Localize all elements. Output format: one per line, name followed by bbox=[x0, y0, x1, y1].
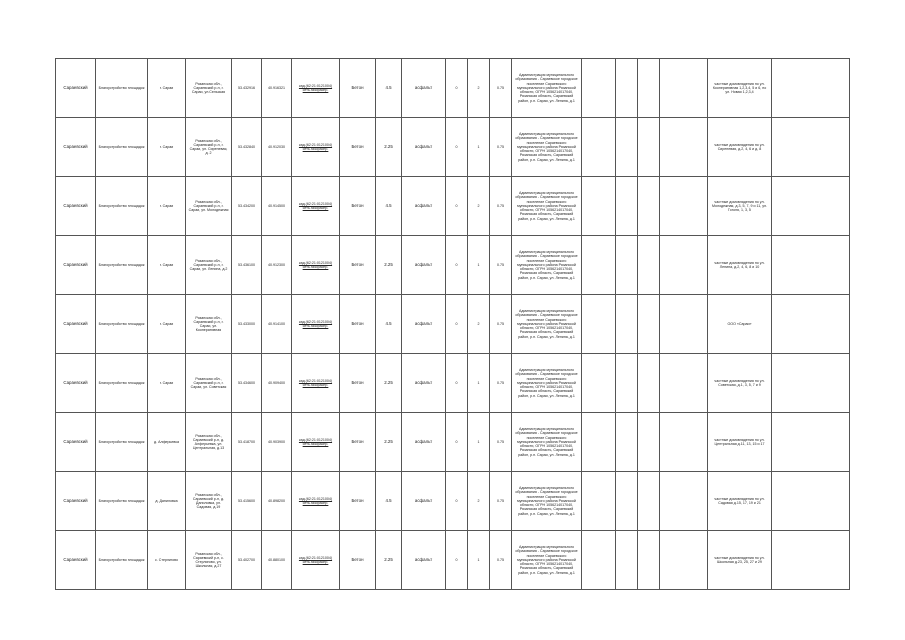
cell-surface: Бетон bbox=[340, 177, 376, 236]
cell-latitude: 53.418700 bbox=[232, 413, 262, 472]
empty-cell bbox=[582, 118, 616, 177]
cell-settlement: г. Сараи bbox=[148, 354, 186, 413]
cell-address: Рязанская обл., Сараевский р-н, г. Сараи, ул. Ленина, д.2 bbox=[186, 236, 232, 295]
cell-latitude: 53.432840 bbox=[232, 118, 262, 177]
cell-cont-b: 2 bbox=[468, 59, 490, 118]
cell-area: 2.25 bbox=[376, 413, 402, 472]
cell-site-type: Благоустройство площадок bbox=[96, 177, 148, 236]
cell-served-objects: частные домовладения по ул. Садовая д.15, 17, 19 и 21 bbox=[708, 472, 772, 531]
cell-owner: Администрация муниципального образования - Сараевское городское поселение Сараевского муниципального района Рязанской области, ОГРН 1056214017040, Рязанская область, Сараевский район, р.п. Сараи, ул. Ленина, д.1 bbox=[512, 118, 582, 177]
cell-address: Рязанская обл., Сараевский р-н, г. Сараи, ул. Сиреневая, д. 2 bbox=[186, 118, 232, 177]
cell-site-type: Благоустройство площадок bbox=[96, 413, 148, 472]
empty-cell bbox=[616, 531, 638, 590]
cadastral-link[interactable]: кад.(62:21:0121004) сеть.газораспр. bbox=[298, 201, 333, 210]
cell-volume: 0.75 bbox=[490, 177, 512, 236]
empty-cell bbox=[660, 295, 708, 354]
cell-cont-a: 0 bbox=[446, 472, 468, 531]
cell-owner: Администрация муниципального образования - Сараевское городское поселение Сараевского муниципального района Рязанской области, ОГРН 1056214017040, Рязанская область, Сараевский район, р.п. Сараи, ул. Ленина, д.1 bbox=[512, 531, 582, 590]
empty-cell bbox=[616, 59, 638, 118]
cell-cadastral-link bbox=[292, 59, 340, 118]
cell-longitude: 40.912030 bbox=[262, 118, 292, 177]
cell-volume: 0.75 bbox=[490, 295, 512, 354]
cell-volume: 0.75 bbox=[490, 59, 512, 118]
cell-settlement: с. Стерлигово bbox=[148, 531, 186, 590]
cell-address: Рязанская обл., Сараевский р-н, г. Сараи, ул. Кооперативная bbox=[186, 295, 232, 354]
empty-cell bbox=[616, 236, 638, 295]
cell-surface: Бетон bbox=[340, 295, 376, 354]
table-row bbox=[56, 177, 850, 236]
cell-base: асфальт bbox=[402, 59, 446, 118]
empty-cell bbox=[772, 236, 850, 295]
cell-district: Сараевский bbox=[56, 295, 96, 354]
cell-area: 4.5 bbox=[376, 295, 402, 354]
cell-cadastral-link bbox=[292, 472, 340, 531]
cell-district: Сараевский bbox=[56, 177, 96, 236]
cell-area: 2.25 bbox=[376, 531, 402, 590]
empty-cell bbox=[660, 59, 708, 118]
cell-district: Сараевский bbox=[56, 354, 96, 413]
cell-longitude: 40.880100 bbox=[262, 531, 292, 590]
cell-cont-b: 2 bbox=[468, 177, 490, 236]
cell-longitude: 40.916321 bbox=[262, 59, 292, 118]
cell-settlement: д. Алферьевка bbox=[148, 413, 186, 472]
cell-base: асфальт bbox=[402, 295, 446, 354]
cell-cont-b: 1 bbox=[468, 354, 490, 413]
empty-cell bbox=[660, 177, 708, 236]
cell-served-objects: частные домовладения по ул. Советская, д.1, 3, 5, 7 и 9 bbox=[708, 354, 772, 413]
cadastral-link[interactable]: кад.(62:21:0121004) сеть.газораспр. bbox=[298, 142, 333, 151]
empty-cell bbox=[582, 472, 616, 531]
cell-cadastral-link bbox=[292, 177, 340, 236]
empty-cell bbox=[660, 236, 708, 295]
cell-cont-b: 1 bbox=[468, 413, 490, 472]
cadastral-link[interactable]: кад.(62:21:0121004) сеть.газораспр. bbox=[298, 496, 333, 505]
cell-base: асфальт bbox=[402, 531, 446, 590]
cell-longitude: 40.912300 bbox=[262, 236, 292, 295]
cell-surface: Бетон bbox=[340, 531, 376, 590]
cell-volume: 0.75 bbox=[490, 236, 512, 295]
cell-longitude: 40.914500 bbox=[262, 177, 292, 236]
empty-cell bbox=[616, 118, 638, 177]
cell-area: 2.25 bbox=[376, 354, 402, 413]
cell-cont-b: 2 bbox=[468, 295, 490, 354]
empty-cell bbox=[616, 177, 638, 236]
cell-site-type: Благоустройство площадок bbox=[96, 59, 148, 118]
cell-area: 2.25 bbox=[376, 118, 402, 177]
cell-latitude: 53.433000 bbox=[232, 295, 262, 354]
cell-volume: 0.75 bbox=[490, 118, 512, 177]
cell-owner: Администрация муниципального образования - Сараевское городское поселение Сараевского муниципального района Рязанской области, ОГРН 1056214017040, Рязанская область, Сараевский район, р.п. Сараи, ул. Ленина, д.1 bbox=[512, 295, 582, 354]
cell-settlement: д. Даниловка bbox=[148, 472, 186, 531]
cell-base: асфальт bbox=[402, 118, 446, 177]
empty-cell bbox=[638, 118, 660, 177]
empty-cell bbox=[772, 118, 850, 177]
cell-base: асфальт bbox=[402, 177, 446, 236]
cell-cont-a: 0 bbox=[446, 531, 468, 590]
empty-cell bbox=[660, 413, 708, 472]
cell-site-type: Благоустройство площадок bbox=[96, 295, 148, 354]
cell-served-objects: частные домовладения по ул. Кооперативная 1,2,3,4, 5 и 6, по ул. Новая 1,2,3,4 bbox=[708, 59, 772, 118]
empty-cell bbox=[582, 236, 616, 295]
cell-site-type: Благоустройство площадок bbox=[96, 118, 148, 177]
cell-served-objects: частные домовладения по ул. Ленина, д.2, 4, 6, 8 и 10 bbox=[708, 236, 772, 295]
cell-surface: Бетон bbox=[340, 59, 376, 118]
cell-surface: Бетон bbox=[340, 413, 376, 472]
table-row bbox=[56, 354, 850, 413]
empty-cell bbox=[616, 413, 638, 472]
cadastral-link[interactable]: кад.(62:21:0121004) сеть.газораспр. bbox=[298, 555, 333, 564]
empty-cell bbox=[616, 472, 638, 531]
cell-area: 4.5 bbox=[376, 59, 402, 118]
cell-served-objects: ООО «Сараи» bbox=[708, 295, 772, 354]
cell-cont-a: 0 bbox=[446, 354, 468, 413]
cell-served-objects: частные домовладения по ул. Центральная д.11, 13, 15 и 17 bbox=[708, 413, 772, 472]
cell-surface: Бетон bbox=[340, 472, 376, 531]
empty-cell bbox=[660, 118, 708, 177]
cell-area: 4.5 bbox=[376, 472, 402, 531]
cell-cadastral-link bbox=[292, 118, 340, 177]
empty-cell bbox=[638, 177, 660, 236]
empty-cell bbox=[582, 59, 616, 118]
cell-cont-a: 0 bbox=[446, 236, 468, 295]
empty-cell bbox=[638, 472, 660, 531]
cell-address: Рязанская обл., Сараевский р-н, д. Алферьевка, ул. Центральная, д.13 bbox=[186, 413, 232, 472]
empty-cell bbox=[638, 531, 660, 590]
cell-cont-a: 0 bbox=[446, 177, 468, 236]
cell-site-type: Благоустройство площадок bbox=[96, 236, 148, 295]
cell-latitude: 53.436100 bbox=[232, 236, 262, 295]
cell-cont-b: 1 bbox=[468, 236, 490, 295]
cell-cadastral-link bbox=[292, 531, 340, 590]
cadastral-link[interactable]: кад.(62:21:0121004) сеть.газораспр. bbox=[298, 378, 333, 387]
empty-cell bbox=[638, 354, 660, 413]
cell-district: Сараевский bbox=[56, 472, 96, 531]
cell-owner: Администрация муниципального образования - Сараевское городское поселение Сараевского муниципального района Рязанской области, ОГРН 1056214017040, Рязанская область, Сараевский район, р.п. Сараи, ул. Ленина, д.1 bbox=[512, 472, 582, 531]
cell-cont-b: 2 bbox=[468, 472, 490, 531]
cell-owner: Администрация муниципального образования - Сараевское городское поселение Сараевского муниципального района Рязанской области, ОГРН 1056214017040, Рязанская область, Сараевский район, р.п. Сараи, ул. Ленина, д.1 bbox=[512, 413, 582, 472]
cell-surface: Бетон bbox=[340, 354, 376, 413]
empty-cell bbox=[582, 295, 616, 354]
empty-cell bbox=[772, 177, 850, 236]
cell-owner: Администрация муниципального образования - Сараевское городское поселение Сараевского муниципального района Рязанской области, ОГРН 1056214017040, Рязанская область, Сараевский район, р.п. Сараи, ул. Ленина, д.1 bbox=[512, 59, 582, 118]
cell-settlement: г. Сараи bbox=[148, 236, 186, 295]
cell-cadastral-link bbox=[292, 236, 340, 295]
cell-latitude: 53.434200 bbox=[232, 177, 262, 236]
cell-served-objects: частные домовладения по ул. Сиреневая, д.2, 4, 6 и д. 8 bbox=[708, 118, 772, 177]
cell-cadastral-link bbox=[292, 413, 340, 472]
cell-longitude: 40.914100 bbox=[262, 295, 292, 354]
cell-volume: 0.75 bbox=[490, 531, 512, 590]
cell-latitude: 53.432916 bbox=[232, 59, 262, 118]
cell-served-objects: частные домовладения по ул. Молодежная, д.3, 5, 7, 9 и 11, ул. Гоголя, 1, 3, 5 bbox=[708, 177, 772, 236]
cell-cont-a: 0 bbox=[446, 295, 468, 354]
empty-cell bbox=[772, 295, 850, 354]
cell-settlement: г. Сараи bbox=[148, 118, 186, 177]
cadastral-link[interactable]: кад.(62:21:0121004) сеть.газораспр. bbox=[298, 437, 333, 446]
cell-served-objects: частные домовладения по ул. Школьная д.23, 25, 27 и 29 bbox=[708, 531, 772, 590]
cell-cont-a: 0 bbox=[446, 118, 468, 177]
empty-cell bbox=[772, 413, 850, 472]
empty-cell bbox=[582, 354, 616, 413]
cell-latitude: 53.402700 bbox=[232, 531, 262, 590]
table-row bbox=[56, 236, 850, 295]
cell-longitude: 40.903900 bbox=[262, 413, 292, 472]
cell-owner: Администрация муниципального образования - Сараевское городское поселение Сараевского муниципального района Рязанской области, ОГРН 1056214017040, Рязанская область, Сараевский район, р.п. Сараи, ул. Ленина, д.1 bbox=[512, 354, 582, 413]
empty-cell bbox=[772, 472, 850, 531]
cell-surface: Бетон bbox=[340, 118, 376, 177]
cell-latitude: 53.434600 bbox=[232, 354, 262, 413]
waste-sites-registry-table bbox=[55, 58, 850, 590]
registry-table-sheet bbox=[55, 58, 849, 575]
cell-district: Сараевский bbox=[56, 236, 96, 295]
empty-cell bbox=[660, 531, 708, 590]
cell-settlement: г. Сараи bbox=[148, 295, 186, 354]
cell-cadastral-link bbox=[292, 295, 340, 354]
empty-cell bbox=[772, 531, 850, 590]
cell-volume: 0.75 bbox=[490, 413, 512, 472]
cell-settlement: г. Сараи bbox=[148, 59, 186, 118]
cell-cont-b: 1 bbox=[468, 531, 490, 590]
cell-longitude: 40.909400 bbox=[262, 354, 292, 413]
cell-district: Сараевский bbox=[56, 413, 96, 472]
cell-address: Рязанская обл., Сараевский р-н, г. Сараи, ул.Сельская bbox=[186, 59, 232, 118]
empty-cell bbox=[660, 354, 708, 413]
cell-address: Рязанская обл., Сараевский р-н, г. Сараи, ул. Молодежная bbox=[186, 177, 232, 236]
empty-cell bbox=[638, 413, 660, 472]
cell-cont-a: 0 bbox=[446, 413, 468, 472]
cell-site-type: Благоустройство площадок bbox=[96, 472, 148, 531]
empty-cell bbox=[638, 59, 660, 118]
cell-settlement: г. Сараи bbox=[148, 177, 186, 236]
cell-surface: Бетон bbox=[340, 236, 376, 295]
cadastral-link[interactable]: кад.(62:21:0121004) сеть.газораспр. bbox=[298, 319, 333, 328]
empty-cell bbox=[638, 236, 660, 295]
cell-owner: Администрация муниципального образования - Сараевское городское поселение Сараевского муниципального района Рязанской области, ОГРН 1056214017040, Рязанская область, Сараевский район, р.п. Сараи, ул. Ленина, д.1 bbox=[512, 177, 582, 236]
table-row bbox=[56, 531, 850, 590]
cell-cont-a: 0 bbox=[446, 59, 468, 118]
cell-site-type: Благоустройство площадок bbox=[96, 531, 148, 590]
cell-address: Рязанская обл., Сараевский р-н, д. Даниловка, ул. Садовая, д.19 bbox=[186, 472, 232, 531]
cell-district: Сараевский bbox=[56, 118, 96, 177]
cell-address: Рязанская обл., Сараевский р-н, г. Сараи, ул. Советская bbox=[186, 354, 232, 413]
empty-cell bbox=[772, 354, 850, 413]
cell-cadastral-link bbox=[292, 354, 340, 413]
cell-owner: Администрация муниципального образования - Сараевское городское поселение Сараевского муниципального района Рязанской области, ОГРН 1056214017040, Рязанская область, Сараевский район, р.п. Сараи, ул. Ленина, д.1 bbox=[512, 236, 582, 295]
table-row bbox=[56, 413, 850, 472]
cell-base: асфальт bbox=[402, 472, 446, 531]
cell-district: Сараевский bbox=[56, 531, 96, 590]
cadastral-link[interactable]: кад.(62:21:0121004) сеть.газораспр. bbox=[298, 260, 333, 269]
cell-volume: 0.75 bbox=[490, 354, 512, 413]
empty-cell bbox=[582, 413, 616, 472]
empty-cell bbox=[616, 295, 638, 354]
cell-area: 4.5 bbox=[376, 177, 402, 236]
table-row bbox=[56, 59, 850, 118]
cell-area: 2.25 bbox=[376, 236, 402, 295]
cell-longitude: 40.898200 bbox=[262, 472, 292, 531]
empty-cell bbox=[772, 59, 850, 118]
empty-cell bbox=[660, 472, 708, 531]
cell-base: асфальт bbox=[402, 354, 446, 413]
cell-base: асфальт bbox=[402, 236, 446, 295]
table-row bbox=[56, 118, 850, 177]
cadastral-link[interactable]: кад.(62:21:0121004) сеть.газораспр. bbox=[298, 83, 333, 92]
empty-cell bbox=[582, 177, 616, 236]
cell-cont-b: 1 bbox=[468, 118, 490, 177]
table-row bbox=[56, 472, 850, 531]
empty-cell bbox=[582, 531, 616, 590]
table-row bbox=[56, 295, 850, 354]
empty-cell bbox=[638, 295, 660, 354]
empty-cell bbox=[616, 354, 638, 413]
cell-base: асфальт bbox=[402, 413, 446, 472]
cell-latitude: 53.415600 bbox=[232, 472, 262, 531]
cell-district: Сараевский bbox=[56, 59, 96, 118]
cell-site-type: Благоустройство площадок bbox=[96, 354, 148, 413]
cell-address: Рязанская обл., Сараевский р-н, с. Стерлигово, ул. Школьная, д.27 bbox=[186, 531, 232, 590]
cell-volume: 0.75 bbox=[490, 472, 512, 531]
